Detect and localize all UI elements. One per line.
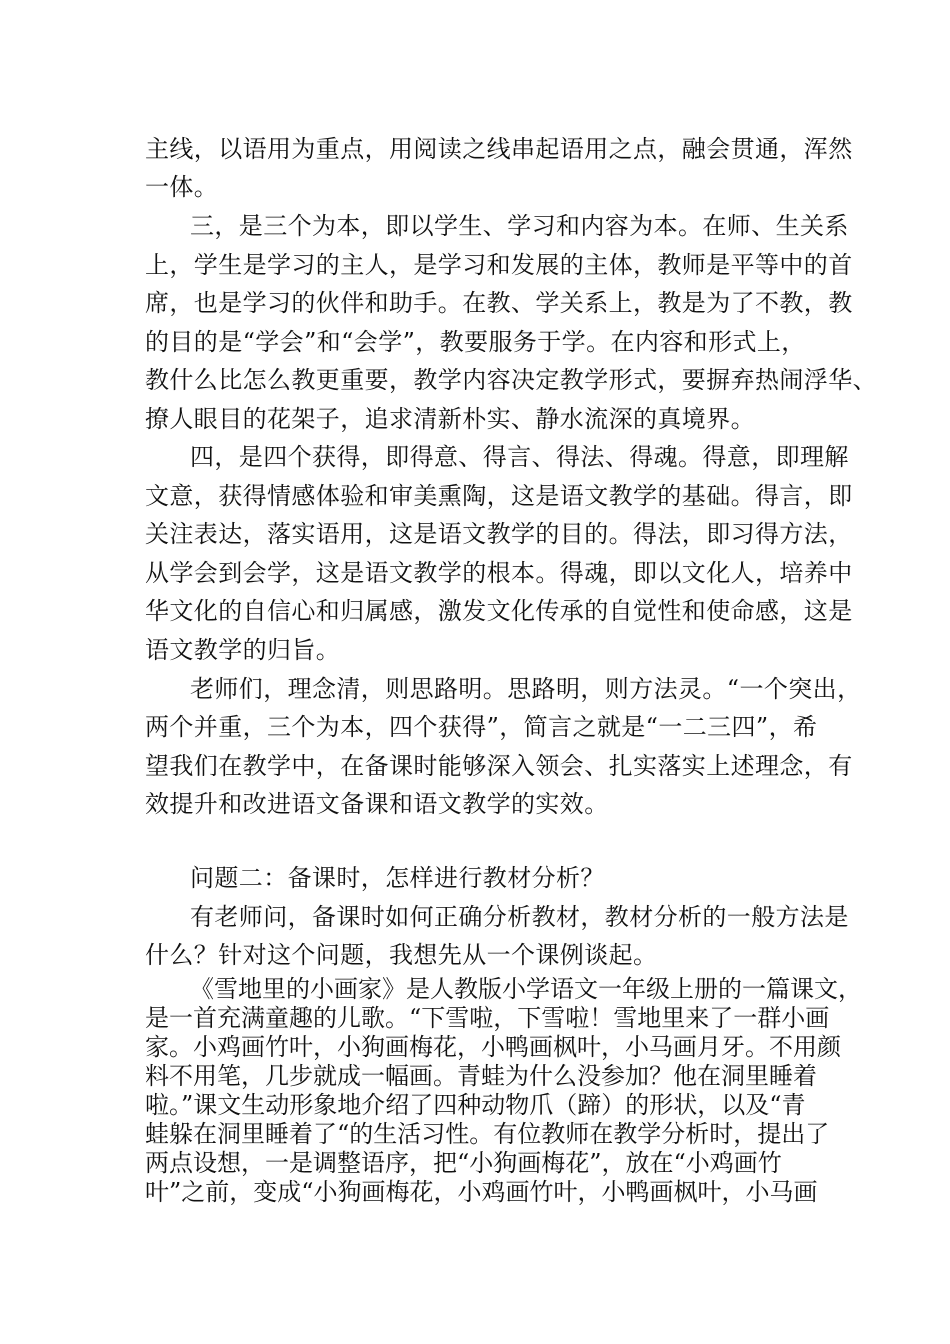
text-line: 文意，获得情感体验和审美熏陶，这是语文教学的基础。得言，即 (145, 482, 853, 510)
text-line: 家。小鸡画竹叶，小狗画梅花，小鸭画枫叶，小马画月牙。不用颜 (145, 1033, 841, 1061)
text-line: 两点设想，一是调整语序，把“小狗画梅花”，放在“小鸡画竹 (145, 1149, 782, 1177)
text-line: 关注表达，落实语用，这是语文教学的目的。得法，即习得方法， (145, 520, 853, 548)
paragraph-start-line: 四，是四个获得，即得意、得言、得法、得魂。得意，即理解 (190, 443, 849, 471)
text-line: 席，也是学习的伙伴和助手。在教、学关系上，教是为了不教，教 (145, 289, 853, 317)
text-line: 教什么比怎么教更重要，教学内容决定教学形式，要摒弃热闹浮华、 (145, 366, 877, 394)
text-line: 两个并重，三个为本，四个获得”，简言之就是“一二三四”，希 (145, 713, 818, 741)
paragraph-start-line: 三，是三个为本，即以学生、学习和内容为本。在师、生关系 (190, 212, 849, 240)
section-question-heading: 问题二：备课时，怎样进行教材分析？ (190, 864, 605, 892)
paragraph-start-line: 《雪地里的小画家》是人教版小学语文一年级上册的一篇课文， (190, 975, 862, 1003)
text-line: 从学会到会学，这是语文教学的根本。得魂，即以文化人，培养中 (145, 559, 853, 587)
text-line: 效提升和改进语文备课和语文教学的实效。 (145, 790, 609, 818)
text-line: 叶”之前，变成“小狗画梅花，小鸡画竹叶，小鸭画枫叶，小马画 (145, 1178, 818, 1206)
text-line: 啦。”课文生动形象地介绍了四种动物爪（蹄）的形状，以及“青 (145, 1091, 806, 1119)
text-line: 华文化的自信心和归属感，激发文化传承的自觉性和使命感，这是 (145, 597, 853, 625)
text-line: 蛙躲在洞里睡着了“的生活习性。有位教师在教学分析时，提出了 (145, 1120, 830, 1148)
text-line: 主线，以语用为重点，用阅读之线串起语用之点，融会贯通，浑然 (145, 135, 853, 163)
text-line: 望我们在教学中，在备课时能够深入领会、扎实落实上述理念，有 (145, 752, 853, 780)
paragraph-start-line: 老师们，理念清，则思路明。思路明，则方法灵。“一个突出， (190, 675, 862, 703)
text-line: 料不用笔，几步就成一幅画。青蛙为什么没参加？他在洞里睡着 (145, 1062, 817, 1090)
text-line: 什么？针对这个问题，我想先从一个课例谈起。 (145, 941, 658, 969)
text-line: 上，学生是学习的主人，是学习和发展的主体，教师是平等中的首 (145, 251, 853, 279)
text-line: 是一首充满童趣的儿歌。“下雪啦，下雪啦！雪地里来了一群小画 (145, 1004, 830, 1032)
text-line: 语文教学的归旨。 (145, 636, 341, 664)
paragraph-start-line: 有老师问，备课时如何正确分析教材，教材分析的一般方法是 (190, 903, 849, 931)
text-line: 的目的是“学会”和“会学”，教要服务于学。在内容和形式上， (145, 328, 806, 356)
text-line: 撩人眼目的花架子，追求清新朴实、静水流深的真境界。 (145, 405, 755, 433)
text-line: 一体。 (145, 173, 219, 201)
